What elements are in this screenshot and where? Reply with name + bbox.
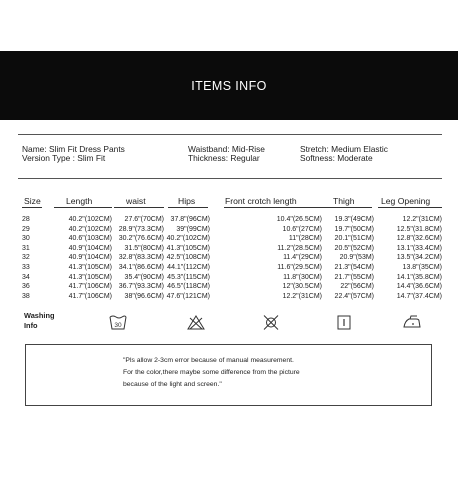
table-cell: 40.6"(103CM) [68,235,112,243]
table-cell: 11.2"(28.5CM) [277,244,322,252]
measurement-note-box [25,344,432,406]
table-cell: 40.2"(102CM) [68,225,112,233]
col-header-front-crotch: Front crotch length [225,196,297,206]
table-cell: 12.2"(31CM) [402,216,442,223]
table-cell: 20.1"(51CM) [334,235,374,243]
note-line-3: because of the light and screen." [123,381,222,388]
col-header-size: Size [24,196,41,206]
line-dry-icon [334,312,354,332]
banner-title: ITEMS INFO [191,78,267,93]
divider-mid [18,178,442,179]
table-cell: 41.3"(105CM) [166,244,210,252]
table-cell: 40.9"(104CM) [68,244,112,252]
note-line-1: "Pls allow 2-3cm error because of manual measurement. [123,357,294,364]
table-cell: 11"(28CM) [288,235,322,243]
table-cell: 27.6"(70CM) [124,216,164,223]
table-row [18,235,442,245]
table-cell: 41.7"(106CM) [68,283,112,291]
table-cell: 46.5"(118CM) [167,283,210,291]
table-cell: 36 [22,283,30,291]
table-cell: 14.4"(36.6CM) [396,283,442,291]
table-cell: 19.7"(50CM) [334,225,374,233]
stretch: Stretch: Medium Elastic [300,144,388,154]
table-cell: 11.6"(29.5CM) [277,263,322,271]
waistband: Waistband: Mid-Rise [188,144,265,154]
table-row [18,293,442,303]
note-line-2: For the color,there maybe some difference from the picture [123,369,300,376]
table-cell: 13.5"(34.2CM) [396,254,442,262]
table-cell: 22"(56CM) [340,283,374,291]
col-header-hips: Hips [178,196,196,206]
table-cell: 47.6"(121CM) [166,292,210,300]
col-header-waist: waist [126,196,146,206]
table-cell: 34.1"(86.6CM) [118,263,164,271]
table-cell: 28 [22,216,30,223]
items-info-banner [0,51,458,120]
table-cell: 20.5"(52CM) [334,244,374,252]
wash-temperature: 30 [114,322,122,329]
table-cell: 11.8"(30CM) [283,273,322,281]
table-cell: 42.5"(108CM) [166,254,210,262]
table-cell: 38 [22,292,30,300]
table-cell: 35.4"(90CM) [124,273,164,281]
table-cell: 45.3"(115CM) [167,273,210,281]
table-cell: 19.3"(49CM) [334,216,374,223]
table-cell: 32.8"(83.3CM) [118,254,164,262]
table-cell: 44.1"(112CM) [167,263,210,271]
table-cell: 20.9"(53M) [339,254,374,262]
table-cell: 11.4"(29CM) [283,254,322,262]
table-header [18,196,442,208]
washing-info-label: Washing Info [24,311,55,330]
table-cell: 22.4"(57CM) [334,292,374,300]
table-cell: 14.7"(37.4CM) [396,292,442,300]
col-header-thigh: Thigh [333,196,355,206]
product-name: Name: Slim Fit Dress Pants [22,144,125,154]
table-cell: 21.3"(54CM) [334,263,374,271]
table-cell: 34 [22,273,30,281]
table-cell: 39"(99CM) [176,225,210,233]
table-cell: 10.6"(27CM) [282,225,322,233]
no-bleach-icon [186,312,206,332]
table-cell: 36.7"(93.3CM) [118,283,164,291]
table-cell: 37.8"(96CM) [170,216,210,223]
table-row [18,264,442,274]
table-cell: 12.2"(31CM) [282,292,322,300]
table-cell: 40.9"(104CM) [68,254,112,262]
table-body [18,216,442,302]
table-row [18,283,442,293]
table-cell: 41.3"(105CM) [68,263,112,271]
table-row [18,216,442,226]
table-cell: 14.1"(35.8CM) [396,273,442,281]
iron-low-icon [402,312,422,332]
table-cell: 10.4"(26.5CM) [276,216,322,223]
divider-top [18,134,442,135]
table-cell: 12.5"(31.8CM) [396,225,442,233]
table-cell: 31 [22,244,30,252]
col-header-leg-opening: Leg Opening [381,196,431,206]
table-cell: 30.2"(76.6CM) [118,235,164,243]
table-cell: 29 [22,225,30,233]
no-tumble-dry-icon [261,312,281,332]
table-cell: 13.1"(33.4CM) [396,244,442,252]
table-cell: 40.2"(102CM) [166,235,210,243]
table-cell: 40.2"(102CM) [68,216,112,223]
table-cell: 33 [22,263,30,271]
softness: Softness: Moderate [300,153,373,163]
size-table [18,196,442,300]
table-row [18,226,442,236]
table-cell: 12"(30.5CM) [282,283,322,291]
table-cell: 28.9"(73.3CM) [118,225,164,233]
thickness: Thickness: Regular [188,153,260,163]
table-cell: 12.8"(32.6CM) [396,235,442,243]
table-cell: 32 [22,254,30,262]
table-cell: 41.7"(106CM) [68,292,112,300]
table-row [18,254,442,264]
version-type: Version Type : Slim Fit [22,153,106,163]
table-cell: 38"(96.6CM) [124,292,164,300]
table-cell: 41.3"(105CM) [68,273,112,281]
table-cell: 13.8"(35CM) [402,263,442,271]
table-cell: 30 [22,235,30,243]
table-cell: 31.5"(80CM) [124,244,164,252]
wash-30-icon [108,312,128,332]
table-row [18,274,442,284]
col-header-length: Length [66,196,93,206]
table-cell: 21.7"(55CM) [334,273,374,281]
table-row [18,245,442,255]
